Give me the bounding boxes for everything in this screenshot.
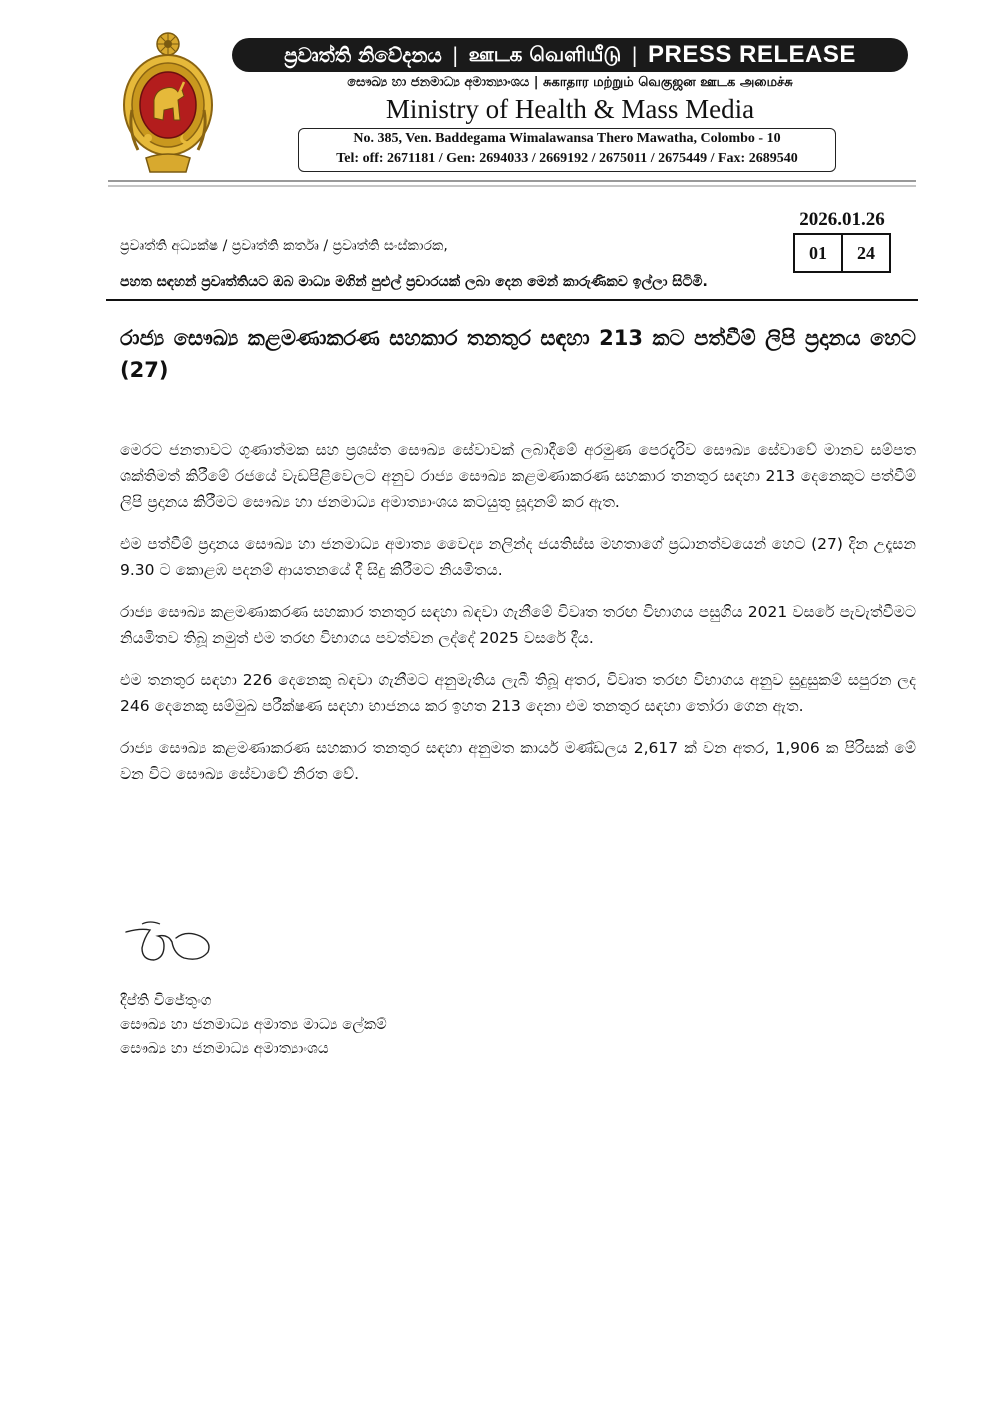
section-divider	[106, 299, 918, 301]
signatory-organization: සෞඛ්‍ය හා ජනමාධ්‍ය අමාත්‍යාංශය	[120, 1039, 329, 1057]
phone-line: Tel: off: 2671181 / Gen: 2694033 / 2669192 / 2675011 / 2675449 / Fax: 2689540	[336, 151, 798, 166]
body-paragraph: රාජ්‍ය සෞඛ්‍ය කළමණාකරණ සහකාර තනතුර සඳහා අනුමත කාර්ය මණ්ඩලය 2,617 ක් වන අතර, 1,906 ක පිරිසක් මේ වන විට සෞඛ්‍ය සේවාවේ නිරත වේ.	[120, 739, 916, 783]
reference-number-part-1: 01	[809, 242, 827, 263]
article-title: රාජ්‍ය සෞඛ්‍ය කළමණාකරණ සහකාර තනතුර සඳහා 213 කට පත්වීම් ලිපි ප්‍රදානය හෙට (27)	[120, 326, 916, 382]
banner-title-tamil: ஊடக வெளியீடு	[468, 41, 622, 66]
press-release-banner	[232, 38, 908, 72]
article-body	[120, 437, 916, 803]
body-paragraph: එම පත්වීම් ප්‍රදානය සෞඛ්‍ය හා ජනමාධ්‍ය අමාත්‍ය වෛද්‍ය නලින්ද ජයතිස්ස මහතාගේ ප්‍රධානත්වයෙන් හෙට (27) දින උදෑසන 9.30 ට කොළඹ පදනම් ආයතනයේ දී සිදු කිරීමට නියමිතය.	[120, 535, 916, 579]
release-date: 2026.01.26	[799, 209, 885, 230]
banner-title-sinhala: ප්‍රවෘත්ති නිවේදනය	[284, 43, 442, 67]
addressee-line: ප්‍රවෘත්ති අධ්‍යක්ෂ / ප්‍රවෘත්ති කර්තෘ / ප්‍රවෘත්ති සංස්කාරක,	[120, 238, 448, 254]
ministry-name: Ministry of Health & Mass Media	[385, 94, 755, 124]
ministry-subtitle: සෞඛ්‍ය හා ජනමාධ්‍ය අමාත්‍යාංශය | சுகாதார மற்றும் வெகுஜன ஊடக அமைச்சு	[347, 75, 793, 90]
signatory-position: සෞඛ්‍ය හා ජනමාධ්‍ය අමාත්‍ය මාධ්‍ය ලේකම්	[120, 1015, 387, 1033]
address-line: No. 385, Ven. Baddegama Wimalawansa Thero Mawatha, Colombo - 10	[353, 131, 781, 146]
publicity-request: පහත සඳහන් ප්‍රවෘත්තියට ඔබ මාධ්‍ය මගින් පුළුල් ප්‍රචාරයක් ලබා දෙන මෙන් කාරුණිකව ඉල්ලා සිටිමි.	[120, 274, 708, 290]
body-paragraph: රාජ්‍ය සෞඛ්‍ය කළමණාකරණ සහකාර තනතුර සඳහා බඳවා ගැනීමේ විවෘත තරඟ විභාගය පසුගිය 2021 වසරේ පැවැත්වීමට නියමිතව තිබූ නමුත් එම තරඟ විභාගය පවත්වන ලද්දේ 2025 වසරේ දීය.	[120, 603, 916, 647]
banner-separator: |	[631, 43, 638, 67]
body-paragraph: මෙරට ජනතාවට ගුණාත්මක සහ ප්‍රශස්ත සෞඛ්‍ය සේවාවක් ලබාදීමේ අරමුණ පෙරදැරිව සෞඛ්‍ය සේවාවේ මානව සම්පත ශක්තිමත් කිරීමේ රජයේ වැඩපිළිවෙලට අනුව රාජ්‍ය සෞඛ්‍ය කළමණාකරණ සහකාර තනතුර සඳහා 213 දෙනෙකුට පත්වීම් ලිපි ප්‍රදානය කිරීමට සෞඛ්‍ය හා ජනමාධ්‍ය අමාත්‍යාංශය කටයුතු සූදානම් කර ඇත.	[120, 441, 916, 511]
signatory-block	[120, 988, 387, 1060]
header-divider-secondary	[108, 185, 916, 187]
reference-number-box	[793, 233, 891, 273]
banner-title-english: PRESS RELEASE	[647, 41, 856, 68]
banner-separator: |	[451, 43, 459, 67]
sri-lanka-national-emblem-icon	[118, 30, 218, 180]
reference-number-part-2: 24	[841, 235, 889, 271]
signatory-name: දීප්ති විජේතුංග	[120, 991, 212, 1009]
body-paragraph: එම තනතුර සඳහා 226 දෙනෙකු බඳවා ගැනීමට අනුමැතිය ලැබී තිබූ අතර, විවෘත තරඟ විභාගය අනුව සුදුසුකම් සපුරන ලද 246 දෙනෙකු සම්මුඛ පරීක්ෂණ සඳහා භාජනය කර ඉහත 213 දෙනා එම තනතුර සඳහා තෝරා ගෙන ඇත.	[120, 671, 916, 715]
header-divider	[108, 180, 916, 182]
handwritten-signature-icon	[120, 918, 220, 970]
contact-box	[298, 128, 836, 172]
